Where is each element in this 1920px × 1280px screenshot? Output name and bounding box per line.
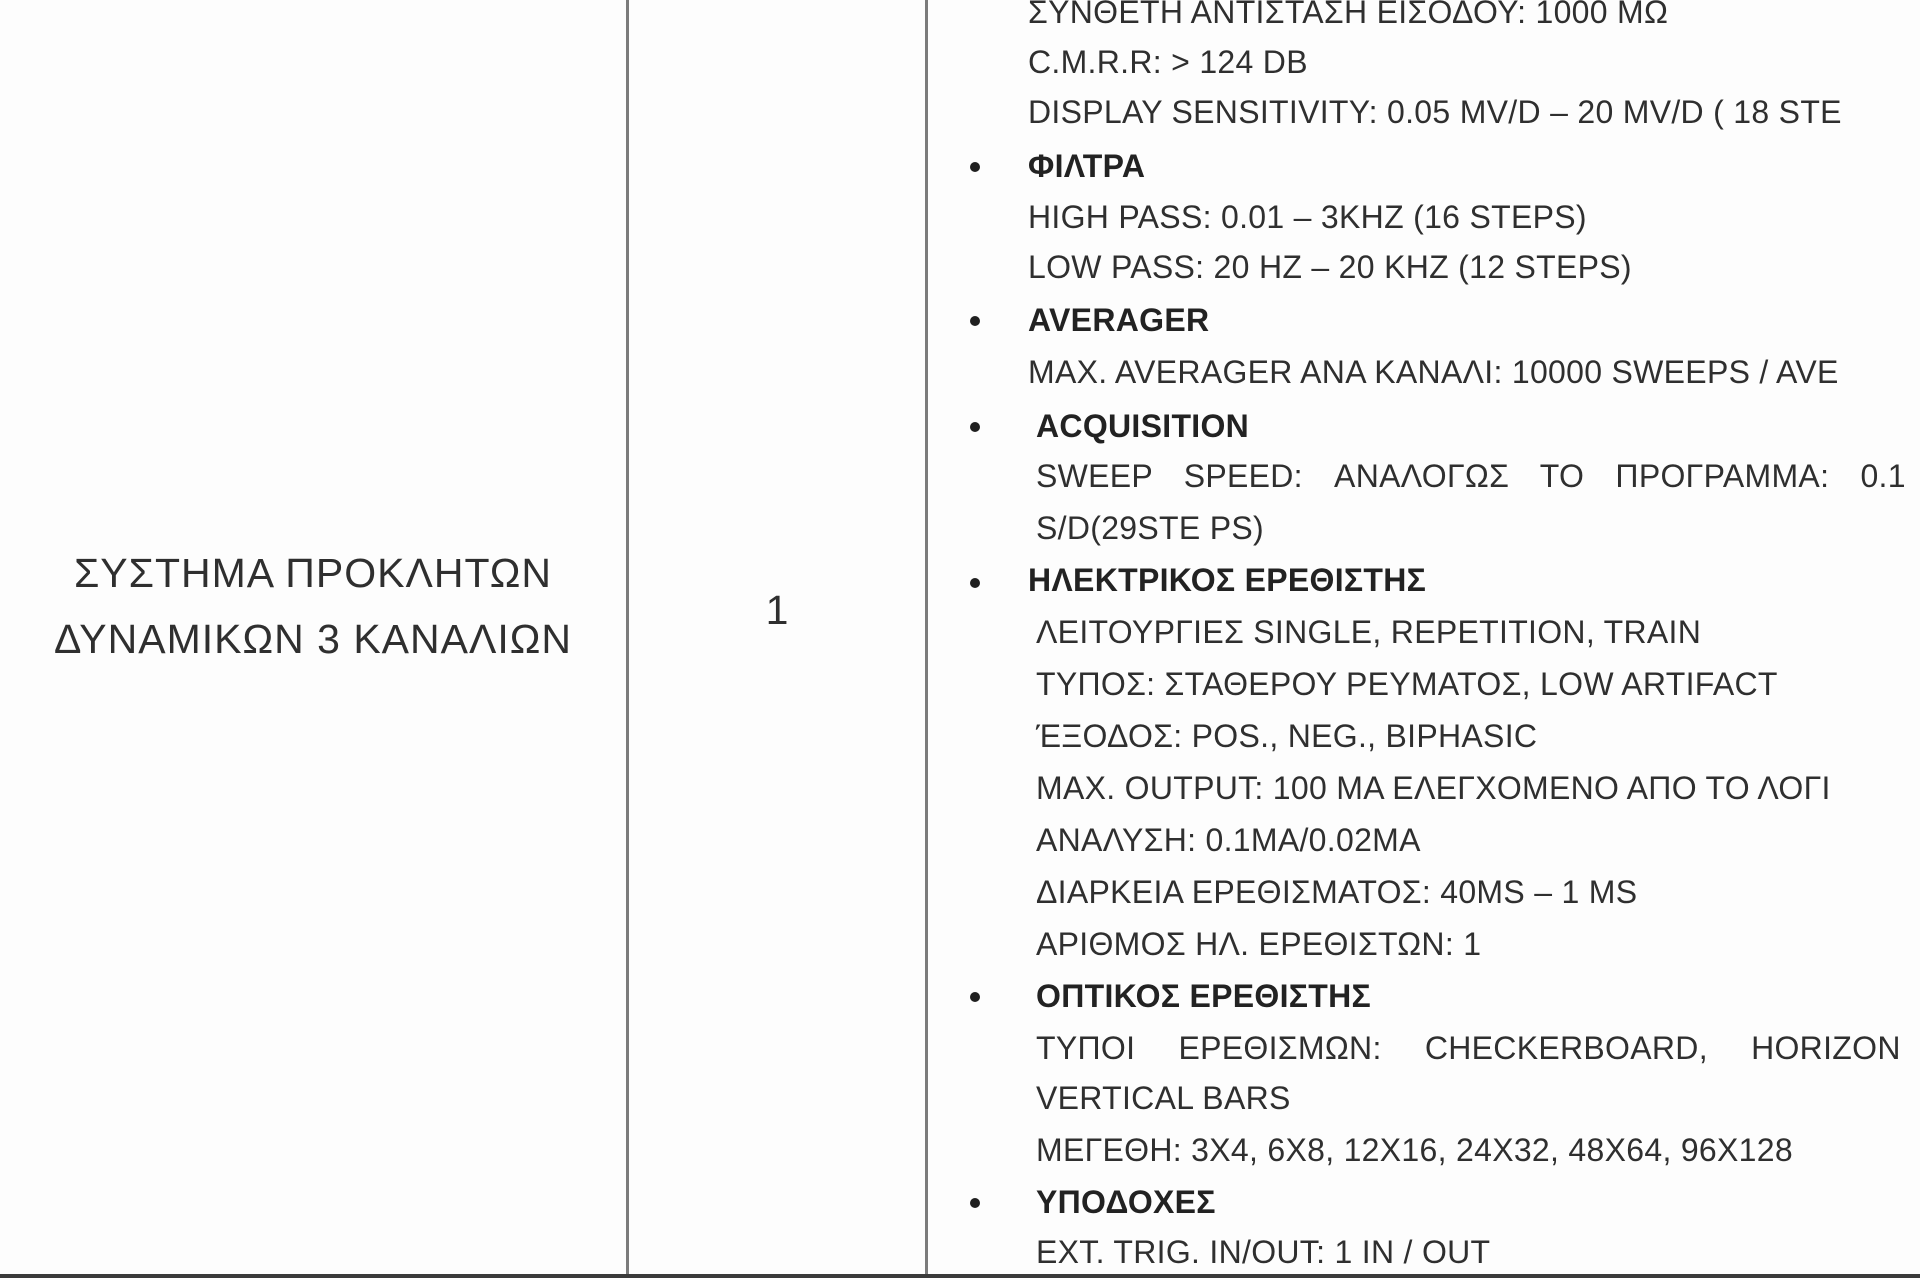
bullet-icon	[970, 578, 980, 588]
section-heading-sockets: ΥΠΟΔΟΧΕΣ	[1036, 1184, 1216, 1220]
table-bottom-border	[0, 1274, 1920, 1278]
spec-line: ΛΕΙΤΟΥΡΓΙΕΣ SINGLE, REPETITION, TRAIN	[1036, 614, 1702, 650]
spec-line: S/D(29STE PS)	[1036, 510, 1264, 546]
spec-line: ΤΥΠΟΣ: ΣΤΑΘΕΡΟΥ ΡΕΥΜΑΤΟΣ, LOW ARTIFACT	[1036, 666, 1778, 702]
spec-line: SWEEP SPEED: ΑΝΑΛΟΓΩΣ ΤΟ ΠΡΟΓΡΑΜΜΑ: 0.1	[1036, 458, 1906, 494]
bullet-icon	[970, 162, 980, 172]
bullet-icon	[970, 1198, 980, 1208]
spec-line: ΔΙΑΡΚΕΙΑ ΕΡΕΘΙΣΜΑΤΟΣ: 40MS – 1 MS	[1036, 874, 1638, 910]
spec-line: ΑΝΑΛΥΣΗ: 0.1MA/0.02MA	[1036, 822, 1421, 858]
spec-line: ΑΡΙΘΜΟΣ ΗΛ. ΕΡΕΘΙΣΤΩΝ: 1	[1036, 926, 1482, 962]
spec-line: HIGH PASS: 0.01 – 3KHZ (16 STEPS)	[1028, 199, 1587, 235]
spec-line: MAX. OUTPUT: 100 MA ΕΛΕΓΧΟΜΕΝΟ ΑΠΟ ΤΟ ΛΟΓΙ	[1036, 770, 1831, 806]
spec-line: ΤΥΠΟΙ ΕΡΕΘΙΣΜΩΝ: CHECKERBOARD, HORIZON	[1036, 1030, 1901, 1066]
section-heading-optical-stimulator: ΟΠΤΙΚΟΣ ΕΡΕΘΙΣΤΗΣ	[1036, 978, 1372, 1014]
item-name-line-1: ΣΥΣΤΗΜΑ ΠΡΟΚΛΗΤΩΝ	[73, 550, 553, 596]
section-heading-averager: AVERAGER	[1028, 302, 1210, 338]
bullet-icon	[970, 316, 980, 326]
spec-line: ΣΥΝΘΕΤΗ ΑΝΤΙΣΤΑΣΗ ΕΙΣΟΔΟΥ: 1000 ΜΩ	[1028, 0, 1669, 30]
spec-line: LOW PASS: 20 HZ – 20 KHZ (12 STEPS)	[1028, 249, 1632, 285]
spec-line: ΈΞΟΔΟΣ: POS., NEG., BIPHASIC	[1036, 718, 1538, 754]
bullet-icon	[970, 992, 980, 1002]
section-heading-acquisition: ACQUISITION	[1036, 408, 1250, 444]
quantity-cell	[629, 580, 925, 640]
specifications-cell	[928, 0, 1920, 1274]
bullet-icon	[970, 422, 980, 432]
section-heading-filters: ΦΙΛΤΡΑ	[1028, 148, 1146, 184]
spec-line: DISPLAY SENSITIVITY: 0.05 MV/D – 20 MV/D ( 18 STE	[1028, 94, 1842, 130]
spec-line: EXT. TRIG. IN/OUT: 1 IN / OUT	[1036, 1234, 1491, 1270]
spec-line: MAX. AVERAGER ANA KANAΛI: 10000 SWEEPS / AVE	[1028, 354, 1839, 390]
item-name-line-2: ΔΥΝΑΜΙΚΩΝ 3 ΚΑΝΑΛΙΩΝ	[53, 616, 573, 662]
item-name-cell	[0, 540, 626, 672]
spec-line: ΜΕΓΕΘΗ: 3X4, 6X8, 12X16, 24X32, 48X64, 96X128	[1036, 1132, 1793, 1168]
section-heading-electrical-stimulator: ΗΛΕΚΤΡΙΚΟΣ ΕΡΕΘΙΣΤΗΣ	[1028, 562, 1427, 598]
spec-line: VERTICAL BARS	[1036, 1080, 1291, 1116]
spec-line: C.M.R.R: > 124 DB	[1028, 44, 1308, 80]
quantity-value: 1	[765, 587, 789, 633]
